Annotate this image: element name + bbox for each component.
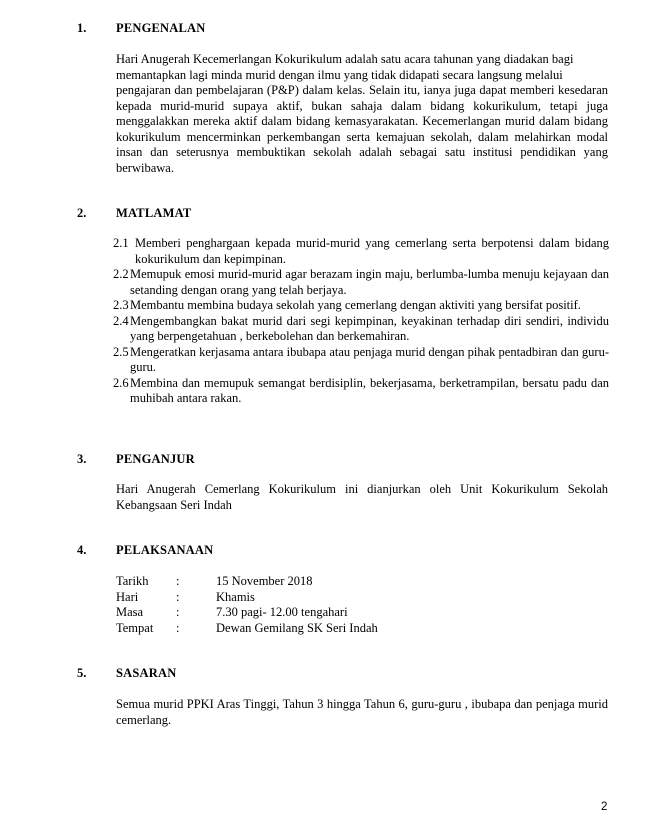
section-1-title: PENGENALAN [116, 21, 206, 35]
detail-row-date [116, 574, 378, 590]
list-item-text: Membantu membina budaya sekolah yang cemerlang dengan aktiviti yang bersifat positif. [130, 298, 581, 312]
list-item-text: Mengeratkan kerjasama antara ibubapa atau penjaga murid dengan pihak pentadbiran dan guru-guru. [130, 344, 609, 374]
section-4-number: 4. [77, 543, 87, 557]
section-1-number: 1. [77, 21, 87, 35]
section-5-number: 5. [77, 666, 87, 680]
section-1-paragraph-line-1: Hari Anugerah Kecemerlangan Kokurikulum adalah satu acara tahunan yang diadakan bagi [116, 52, 574, 66]
list-item-text: Mengembangkan bakat murid dari segi kepimpinan, keyakinan terhadap diri sendiri, individu yang berpengetahuan , berkebolehan dan berkemahiran. [130, 313, 609, 343]
section-5-paragraph: Semua murid PPKI Aras Tinggi, Tahun 3 hingga Tahun 6, guru-guru , ibubapa dan penjaga murid cemerlang. [116, 697, 608, 727]
detail-value: 7.30 pagi- 12.00 tengahari [216, 605, 348, 619]
detail-row-time [116, 605, 378, 621]
list-item-text: Memberi penghargaan kepada murid-murid yang cemerlang serta berpotensi dalam bidang kokurikulum dan kepimpinan. [135, 236, 609, 266]
list-item [113, 298, 609, 314]
section-3-title: PENGANJUR [116, 452, 195, 466]
list-item-number: 2.4 [113, 313, 129, 328]
detail-value: 15 November 2018 [216, 574, 313, 588]
detail-label: Tempat [116, 620, 154, 635]
list-item [113, 345, 609, 376]
detail-value: Dewan Gemilang SK Seri Indah [216, 620, 378, 635]
section-1-paragraph-body: pengajaran dan pembelajaran (P&P) dalam kelas. Selain itu, ianya juga dapat memberi kesedaran kepada murid-murid supaya aktif, bukan sahaja dalam bidang kokurikulum, tetapi juga menggalakkan mereka aktif dalam bidang kemasyarakatan. Kecemerlangan murid dalam bidang kokurikulum mencerminkan perkembangan serta kemajuan sekolah, dalam melahirkan modal insan dan seterusnya membuktikan sekolah adalah sebagai satu institusi pendidikan yang berwibawa. [116, 83, 608, 175]
page-number: 2 [601, 801, 608, 813]
detail-separator: : [176, 574, 180, 588]
list-item-number: 2.3 [113, 298, 129, 312]
section-2-number: 2. [77, 206, 87, 220]
list-item-number: 2.6 [113, 375, 129, 390]
detail-row-venue [116, 621, 378, 637]
list-item [113, 236, 609, 267]
detail-separator: : [176, 620, 180, 635]
list-item [113, 267, 609, 298]
detail-label: Masa [116, 605, 144, 619]
section-2-title: MATLAMAT [116, 206, 192, 220]
list-item-text: Membina dan memupuk semangat berdisiplin, bekerjasama, berketrampilan, bersatu padu dan muhibah antara rakan. [130, 375, 609, 405]
list-item-number: 2.1 [113, 236, 129, 250]
list-item-number: 2.2 [113, 267, 129, 281]
list-item [113, 376, 609, 407]
detail-separator: : [176, 605, 180, 619]
section-5-title: SASARAN [116, 666, 177, 680]
detail-label: Hari [116, 589, 139, 604]
section-3-paragraph: Hari Anugerah Cemerlang Kokurikulum ini dianjurkan oleh Unit Kokurikulum Sekolah Kebangsaan Seri Indah [116, 482, 608, 512]
list-item-text: Memupuk emosi murid-murid agar berazam ingin maju, berlumba-lumba menuju kejayaan dan setanding dengan orang yang telah berjaya. [130, 267, 609, 297]
objectives-list [113, 236, 609, 407]
event-details [116, 574, 378, 636]
list-item-number: 2.5 [113, 344, 129, 359]
detail-separator: : [176, 589, 180, 604]
section-1-paragraph-line-2: memantapkan lagi minda murid dengan ilmu yang tidak didapati secara langsung melalui [116, 67, 563, 82]
detail-label: Tarikh [116, 574, 149, 588]
section-3-number: 3. [77, 452, 87, 466]
section-4-title: PELAKSANAAN [116, 543, 214, 557]
list-item [113, 314, 609, 345]
detail-row-day [116, 590, 378, 606]
detail-value: Khamis [216, 589, 255, 604]
